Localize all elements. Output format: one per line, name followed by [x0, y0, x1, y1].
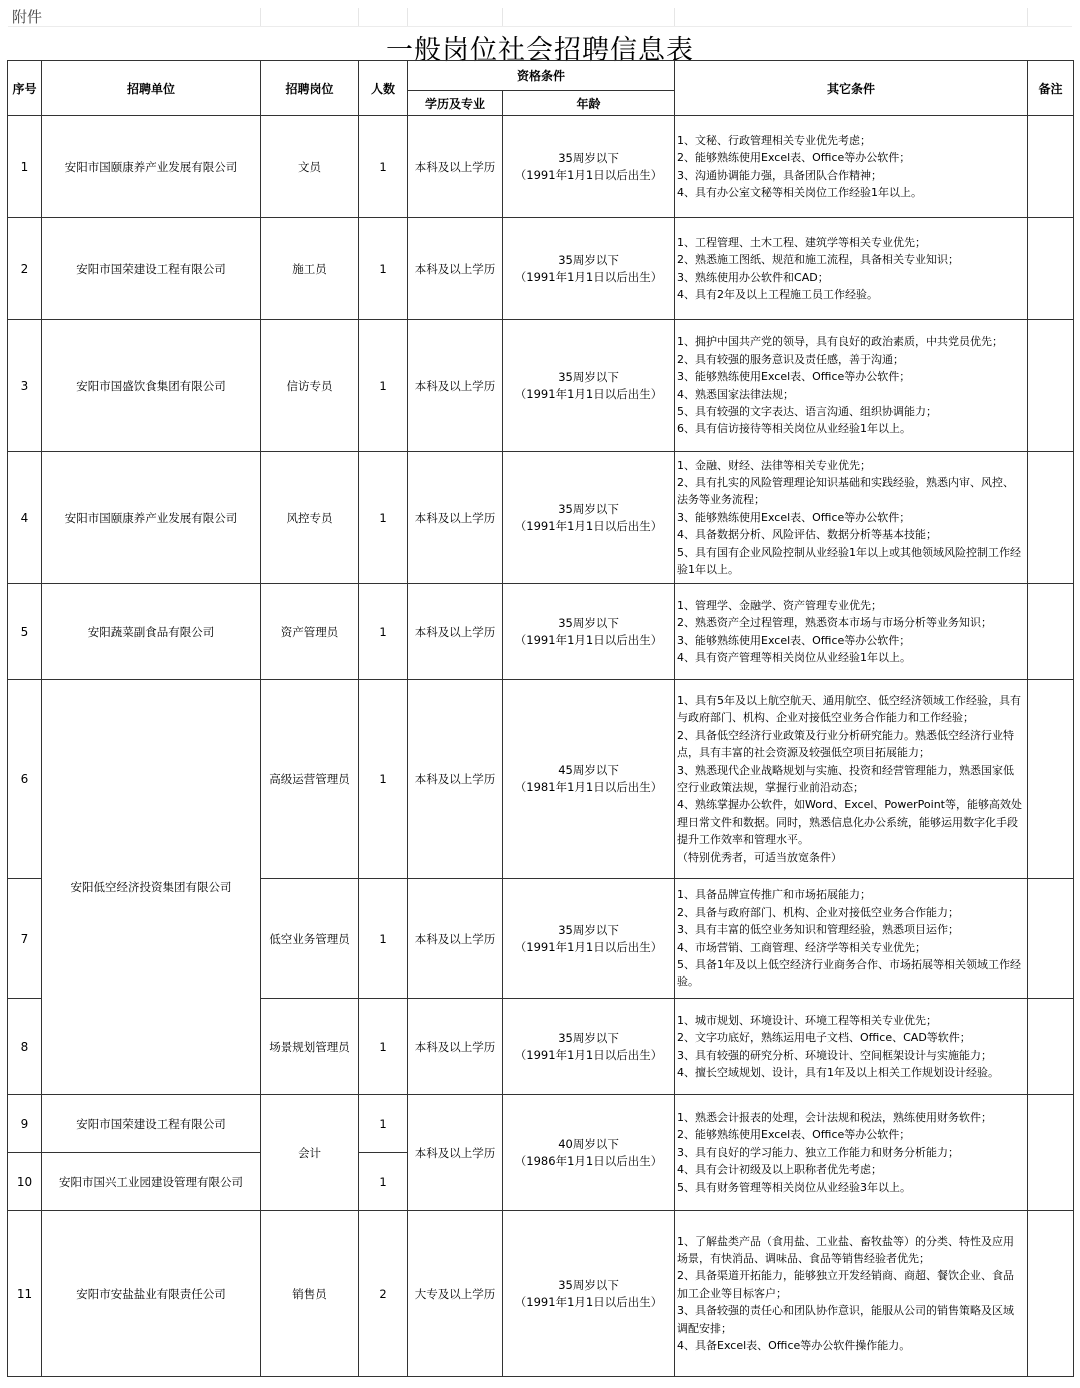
- unit-cell: 安阳市国兴工业园建设管理有限公司: [42, 1153, 261, 1211]
- grid-line: [674, 8, 675, 26]
- requirement-line: 3、具有较强的研究分析、环境设计、空间框架设计与实施能力；: [677, 1048, 993, 1062]
- requirement-line: 1、文秘、行政管理相关专业优先考虑；: [677, 133, 872, 147]
- seq-cell: 10: [8, 1153, 42, 1211]
- grid-line: [407, 8, 408, 26]
- birth-date-limit: （1991年1月1日以后出生）: [514, 167, 663, 182]
- count-cell: 1: [359, 116, 408, 218]
- requirement-line: 2、熟悉施工图纸、规范和施工流程，具备相关专业知识；: [677, 253, 960, 267]
- position-cell: 销售员: [261, 1211, 359, 1377]
- table-row: [8, 116, 1074, 218]
- birth-date-limit: （1991年1月1日以后出生）: [514, 386, 663, 401]
- age-limit: 35周岁以下: [558, 615, 619, 630]
- education-cell: 本科及以上学历: [408, 680, 503, 879]
- remark-cell: [1028, 218, 1074, 320]
- requirement-line: 5、具有较强的文字表达、语言沟通、组织协调能力；: [677, 404, 938, 418]
- remark-cell: [1028, 584, 1074, 680]
- requirement-line: 1、管理学、金融学、资产管理专业优先；: [677, 598, 883, 612]
- header-unit: 招聘单位: [42, 61, 261, 116]
- position-cell: 高级运营管理员: [261, 680, 359, 879]
- unit-cell: 安阳市国颐康养产业发展有限公司: [42, 116, 261, 218]
- requirement-line: 1、工程管理、土木工程、建筑学等相关专业优先；: [677, 235, 927, 249]
- requirement-line: （特别优秀者，可适当放宽条件）: [677, 850, 843, 864]
- requirement-line: 1、了解盐类产品（食用盐、工业盐、畜牧盐等）的分类、特性及应用场景，有快消品、调味品、食品等销售经验者优先；: [677, 1234, 1015, 1265]
- requirements-cell: [675, 1211, 1028, 1377]
- requirement-line: 5、具备1年及以上低空经济行业商务合作、市场拓展等相关领域工作经验。: [677, 957, 1022, 989]
- table-row: [8, 584, 1074, 680]
- table-row: [8, 320, 1074, 452]
- requirement-line: 4、具有会计初级及以上职称者优先考虑；: [677, 1163, 883, 1177]
- requirements-cell: [675, 218, 1028, 320]
- age-cell: [503, 116, 675, 218]
- count-cell: 2: [359, 1211, 408, 1377]
- age-cell: [503, 879, 675, 999]
- education-cell: 本科及以上学历: [408, 999, 503, 1095]
- requirement-line: 4、市场营销、工商管理、经济学等相关专业优先；: [677, 940, 927, 954]
- position-cell: 低空业务管理员: [261, 879, 359, 999]
- seq-cell: 7: [8, 879, 42, 999]
- grid-line: [502, 8, 503, 26]
- requirement-line: 1、熟悉会计报表的处理，会计法规和税法，熟练使用财务软件；: [677, 1110, 993, 1124]
- requirement-line: 2、文字功底好，熟练运用电子文档、Office、CAD等软件；: [677, 1031, 971, 1045]
- unit-cell: 安阳蔬菜副食品有限公司: [42, 584, 261, 680]
- age-limit: 35周岁以下: [558, 1277, 619, 1292]
- unit-cell: 安阳市安盐盐业有限责任公司: [42, 1211, 261, 1377]
- birth-date-limit: （1986年1月1日以后出生）: [514, 1153, 663, 1168]
- remark-cell: [1028, 879, 1074, 999]
- recruitment-table: [7, 60, 1074, 1377]
- requirement-line: 3、具有良好的学习能力、独立工作能力和财务分析能力；: [677, 1145, 960, 1159]
- seq-cell: 8: [8, 999, 42, 1095]
- age-limit: 35周岁以下: [558, 150, 619, 165]
- education-cell: 本科及以上学历: [408, 320, 503, 452]
- requirement-line: 2、具备低空经济行业政策及行业分析研究能力。熟悉低空经济行业特点，具有丰富的社会资源及较强低空项目拓展能力；: [677, 728, 1015, 760]
- remark-cell: [1028, 452, 1074, 584]
- requirement-line: 4、具备数据分析、风险评估、数据分析等基本技能；: [677, 528, 938, 542]
- table-row: [8, 218, 1074, 320]
- remark-cell: [1028, 680, 1074, 879]
- requirement-line: 4、擅长空域规划、设计，具有1年及以上相关工作规划设计经验。: [677, 1065, 1000, 1079]
- header-other: 其它条件: [675, 61, 1028, 116]
- unit-cell: 安阳市国盛饮食集团有限公司: [42, 320, 261, 452]
- seq-cell: 9: [8, 1095, 42, 1153]
- education-cell: 本科及以上学历: [408, 879, 503, 999]
- position-cell: 会计: [261, 1095, 359, 1211]
- requirement-line: 2、能够熟练使用Excel表、Office等办公软件；: [677, 1128, 911, 1142]
- age-limit: 35周岁以下: [558, 1030, 619, 1045]
- requirement-line: 1、具有5年及以上航空航天、通用航空、低空经济领域工作经验，具有与政府部门、机构、企业对接低空业务合作能力和工作经验；: [677, 693, 1022, 725]
- requirement-line: 2、具有扎实的风险管理理论知识基础和实践经验，熟悉内审、风控、法务等业务流程；: [677, 475, 1015, 507]
- requirement-line: 3、能够熟练使用Excel表、Office等办公软件；: [677, 510, 911, 524]
- requirements-cell: [675, 879, 1028, 999]
- age-cell: [503, 452, 675, 584]
- birth-date-limit: （1991年1月1日以后出生）: [514, 518, 663, 533]
- count-cell: 1: [359, 1153, 408, 1211]
- count-cell: 1: [359, 999, 408, 1095]
- seq-cell: 4: [8, 452, 42, 584]
- unit-cell: 安阳市国荣建设工程有限公司: [42, 1095, 261, 1153]
- unit-cell: 安阳市国颐康养产业发展有限公司: [42, 452, 261, 584]
- education-cell: 本科及以上学历: [408, 218, 503, 320]
- requirements-cell: [675, 452, 1028, 584]
- remark-cell: [1028, 116, 1074, 218]
- requirement-line: 1、具备品牌宣传推广和市场拓展能力；: [677, 888, 872, 902]
- education-cell: 本科及以上学历: [408, 584, 503, 680]
- education-cell: 本科及以上学历: [408, 452, 503, 584]
- requirement-line: 3、能够熟练使用Excel表、Office等办公软件；: [677, 633, 911, 647]
- age-limit: 40周岁以下: [558, 1136, 619, 1151]
- annex-label: 附件: [12, 8, 43, 26]
- requirements-cell: [675, 999, 1028, 1095]
- header-position: 招聘岗位: [261, 61, 359, 116]
- requirement-line: 4、熟练掌握办公软件，如Word、Excel、PowerPoint等，能够高效处理日常文件和数据。同时，熟悉信息化办公系统，能够运用数字化手段提升工作效率和管理水平。: [677, 798, 1022, 847]
- table-row: [8, 452, 1074, 584]
- position-cell: 资产管理员: [261, 584, 359, 680]
- age-cell: [503, 218, 675, 320]
- requirements-cell: [675, 1095, 1028, 1211]
- age-limit: 35周岁以下: [558, 369, 619, 384]
- position-cell: 场景规划管理员: [261, 999, 359, 1095]
- seq-cell: 11: [8, 1211, 42, 1377]
- seq-cell: 2: [8, 218, 42, 320]
- birth-date-limit: （1991年1月1日以后出生）: [514, 632, 663, 647]
- remark-cell: [1028, 999, 1074, 1095]
- requirements-cell: [675, 680, 1028, 879]
- age-cell: [503, 320, 675, 452]
- age-limit: 35周岁以下: [558, 252, 619, 267]
- seq-cell: 1: [8, 116, 42, 218]
- requirement-line: 4、具有资产管理等相关岗位从业经验1年以上。: [677, 650, 912, 664]
- requirement-line: 4、具备Excel表、Office等办公软件操作能力。: [677, 1339, 911, 1353]
- requirement-line: 3、沟通协调能力强，具备团队合作精神；: [677, 168, 883, 182]
- birth-date-limit: （1991年1月1日以后出生）: [514, 939, 663, 954]
- remark-cell: [1028, 320, 1074, 452]
- requirement-line: 3、具备较强的责任心和团队协作意识，能服从公司的销售策略及区域调配安排；: [677, 1304, 1015, 1335]
- education-cell: 本科及以上学历: [408, 1095, 503, 1211]
- header-count: 人数: [359, 61, 408, 116]
- header-qualification: 资格条件: [408, 61, 675, 91]
- unit-cell: 安阳低空经济投资集团有限公司: [42, 680, 261, 1095]
- education-cell: 本科及以上学历: [408, 116, 503, 218]
- requirement-line: 4、熟悉国家法律法规；: [677, 387, 795, 401]
- header-education: 学历及专业: [408, 91, 503, 116]
- requirement-line: 3、熟练使用办公软件和CAD；: [677, 270, 829, 284]
- table-row: [8, 1095, 1074, 1153]
- position-cell: 风控专员: [261, 452, 359, 584]
- age-cell: [503, 680, 675, 879]
- count-cell: 1: [359, 452, 408, 584]
- seq-cell: 5: [8, 584, 42, 680]
- requirement-line: 2、能够熟练使用Excel表、Office等办公软件；: [677, 151, 911, 165]
- requirement-line: 3、能够熟练使用Excel表、Office等办公软件；: [677, 370, 911, 384]
- header-remark: 备注: [1028, 61, 1074, 116]
- count-cell: 1: [359, 680, 408, 879]
- unit-cell: 安阳市国荣建设工程有限公司: [42, 218, 261, 320]
- count-cell: 1: [359, 1095, 408, 1153]
- grid-line: [1027, 8, 1028, 26]
- birth-date-limit: （1981年1月1日以后出生）: [514, 780, 663, 794]
- requirement-line: 3、具有丰富的低空业务知识和管理经验，熟悉项目运作；: [677, 923, 960, 937]
- table-row: [8, 1211, 1074, 1377]
- requirement-line: 2、具备与政府部门、机构、企业对接低空业务合作能力；: [677, 905, 960, 919]
- grid-line: [8, 26, 1072, 27]
- count-cell: 1: [359, 320, 408, 452]
- count-cell: 1: [359, 218, 408, 320]
- age-limit: 45周岁以下: [558, 763, 619, 777]
- birth-date-limit: （1991年1月1日以后出生）: [514, 269, 663, 284]
- requirement-line: 5、具有财务管理等相关岗位从业经验3年以上。: [677, 1180, 912, 1194]
- requirement-line: 2、具备渠道开拓能力，能够独立开发经销商、商超、餐饮企业、食品加工企业等目标客户；: [677, 1269, 1015, 1300]
- requirements-cell: [675, 116, 1028, 218]
- remark-cell: [1028, 1095, 1074, 1211]
- count-cell: 1: [359, 584, 408, 680]
- table-row: [8, 680, 1074, 879]
- requirement-line: 3、熟悉现代企业战略规划与实施、投资和经营管理能力，熟悉国家低空行业政策法规，掌握行业前沿动态；: [677, 763, 1015, 794]
- education-cell: 大专及以上学历: [408, 1211, 503, 1377]
- header-seq: 序号: [8, 61, 42, 116]
- age-cell: [503, 1211, 675, 1377]
- requirement-line: 2、熟悉资产全过程管理，熟悉资本市场与市场分析等业务知识；: [677, 616, 993, 630]
- position-cell: 施工员: [261, 218, 359, 320]
- requirements-cell: [675, 320, 1028, 452]
- age-cell: [503, 1095, 675, 1211]
- grid-line: [260, 8, 261, 26]
- age-limit: 35周岁以下: [558, 922, 619, 937]
- birth-date-limit: （1991年1月1日以后出生）: [514, 1047, 663, 1062]
- header-age: 年龄: [503, 91, 675, 116]
- requirement-line: 4、具有办公室文秘等相关岗位工作经验1年以上。: [677, 185, 923, 199]
- seq-cell: 3: [8, 320, 42, 452]
- requirement-line: 1、城市规划、环境设计、环境工程等相关专业优先；: [677, 1013, 938, 1027]
- seq-cell: 6: [8, 680, 42, 879]
- requirement-line: 1、金融、财经、法律等相关专业优先；: [677, 458, 872, 472]
- age-cell: [503, 999, 675, 1095]
- requirements-cell: [675, 584, 1028, 680]
- remark-cell: [1028, 1211, 1074, 1377]
- position-cell: 文员: [261, 116, 359, 218]
- requirement-line: 4、具有2年及以上工程施工员工作经验。: [677, 287, 879, 301]
- position-cell: 信访专员: [261, 320, 359, 452]
- requirement-line: 5、具有国有企业风险控制从业经验1年以上或其他领域风险控制工作经验1年以上。: [677, 545, 1022, 577]
- age-limit: 35周岁以下: [558, 501, 619, 516]
- requirement-line: 2、具有较强的服务意识及责任感，善于沟通；: [677, 352, 905, 366]
- count-cell: 1: [359, 879, 408, 999]
- requirement-line: 6、具有信访接待等相关岗位从业经验1年以上。: [677, 422, 912, 436]
- requirement-line: 1、拥护中国共产党的领导，具有良好的政治素质，中共党员优先；: [677, 335, 1004, 349]
- age-cell: [503, 584, 675, 680]
- birth-date-limit: （1991年1月1日以后出生）: [514, 1294, 663, 1309]
- page-title: 一般岗位社会招聘信息表: [386, 35, 694, 66]
- grid-line: [358, 8, 359, 26]
